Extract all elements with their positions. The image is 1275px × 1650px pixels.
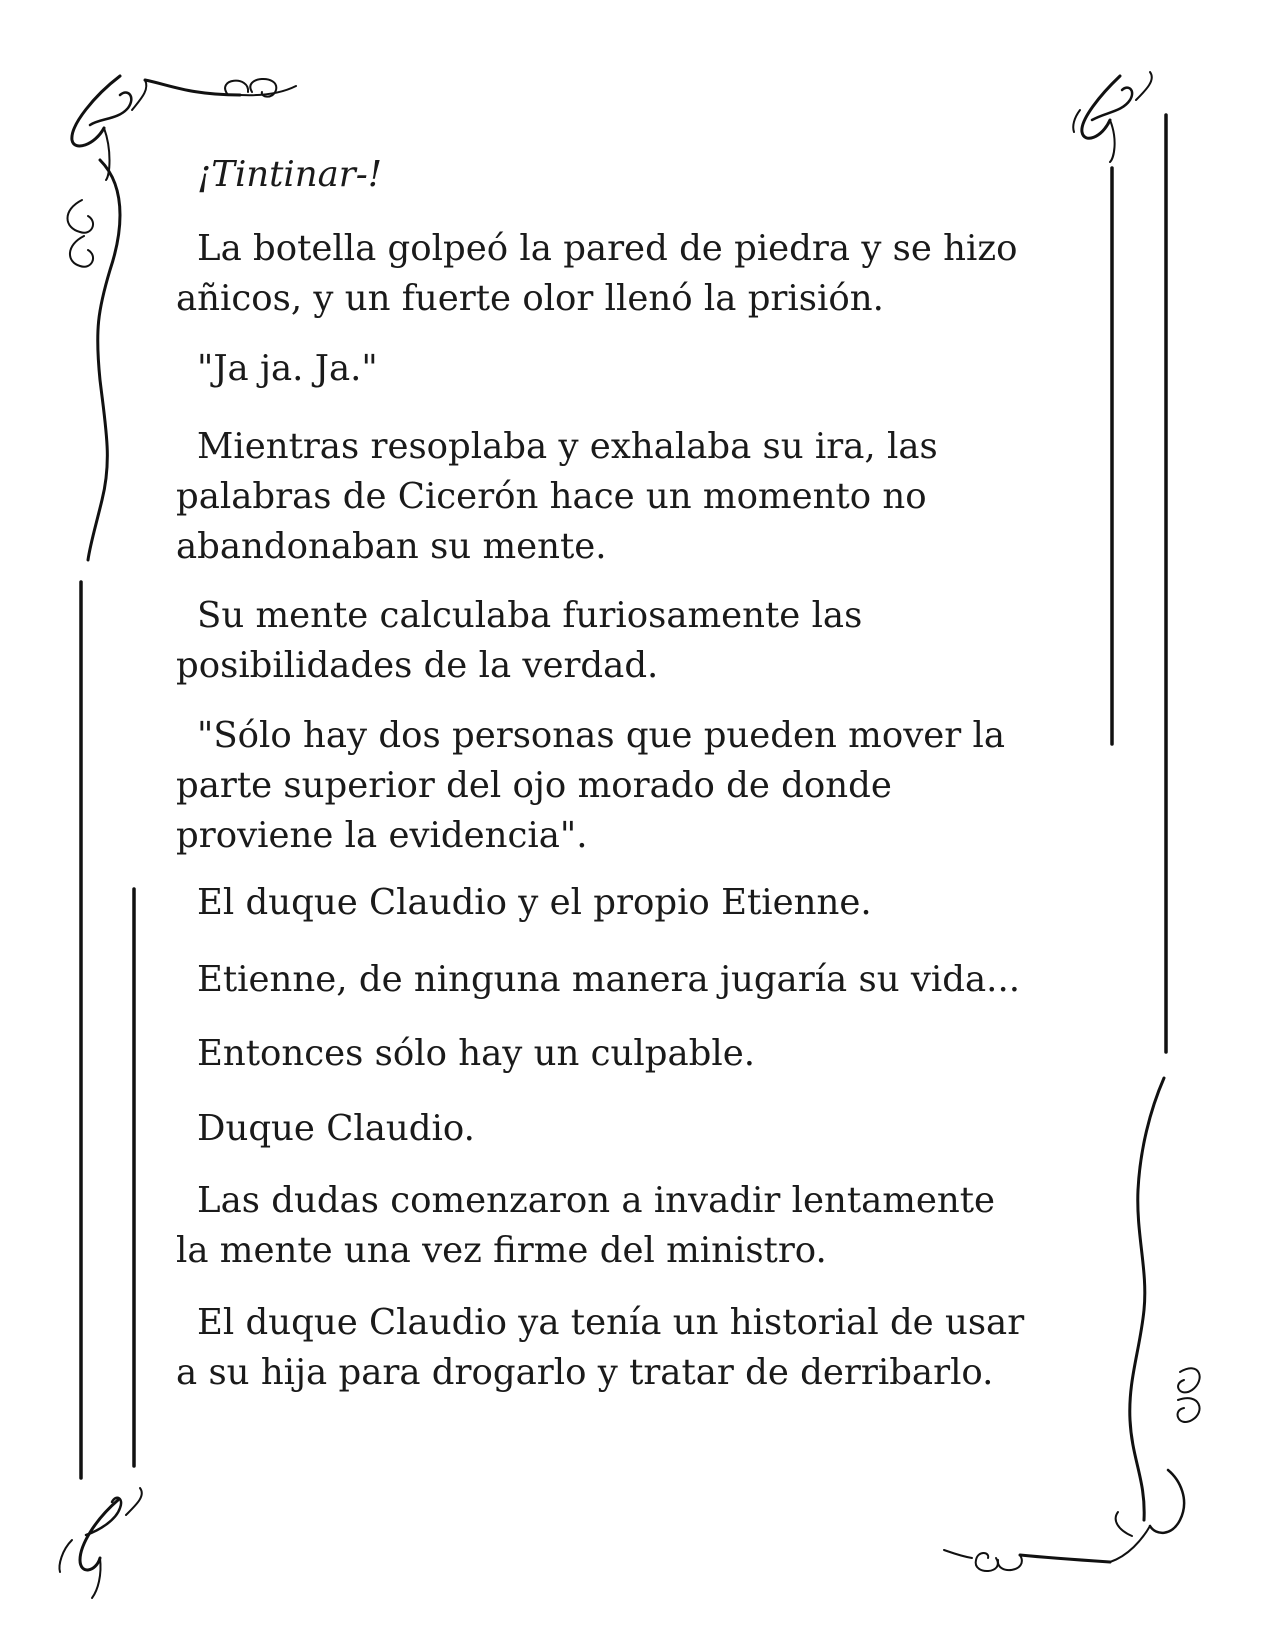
paragraph-doubts: Las dudas comenzaron a invadir lentamente la mente una vez firme del ministro. <box>176 1180 996 1271</box>
top-right-flourish-icon <box>1073 72 1152 162</box>
paragraph-duke-claudio: Duque Claudio. <box>197 1108 475 1149</box>
paragraph-anger: Mientras resoplaba y exhalaba su ira, las palabras de Cicerón hace un momento no abandonaban su mente. <box>176 426 938 567</box>
paragraph-etienne: Etienne, de ninguna manera jugaría su vida... <box>197 959 1021 1000</box>
paragraph-history: El duque Claudio ya tenía un historial de usar a su hija para drogarlo y tratar de derribarlo. <box>176 1302 1025 1393</box>
sound-effect-line: ¡Tintinar-! <box>197 154 383 195</box>
paragraph-one-culprit: Entonces sólo hay un culpable. <box>197 1033 756 1074</box>
paragraph-calculating: Su mente calculaba furiosamente las posibilidades de la verdad. <box>176 595 863 686</box>
paragraph-laugh: "Ja ja. Ja." <box>197 348 378 389</box>
paragraph-duke-and-etienne: El duque Claudio y el propio Etienne. <box>197 882 872 923</box>
paragraph-bottle-shatters: La botella golpeó la pared de piedra y se hizo añicos, y un fuerte olor llenó la prisión. <box>176 228 1018 319</box>
bottom-left-flourish-icon <box>60 1488 142 1598</box>
paragraph-quote-two-people: "Sólo hay dos personas que pueden mover la parte superior del ojo morado de donde proviene la evidencia". <box>176 715 1006 856</box>
